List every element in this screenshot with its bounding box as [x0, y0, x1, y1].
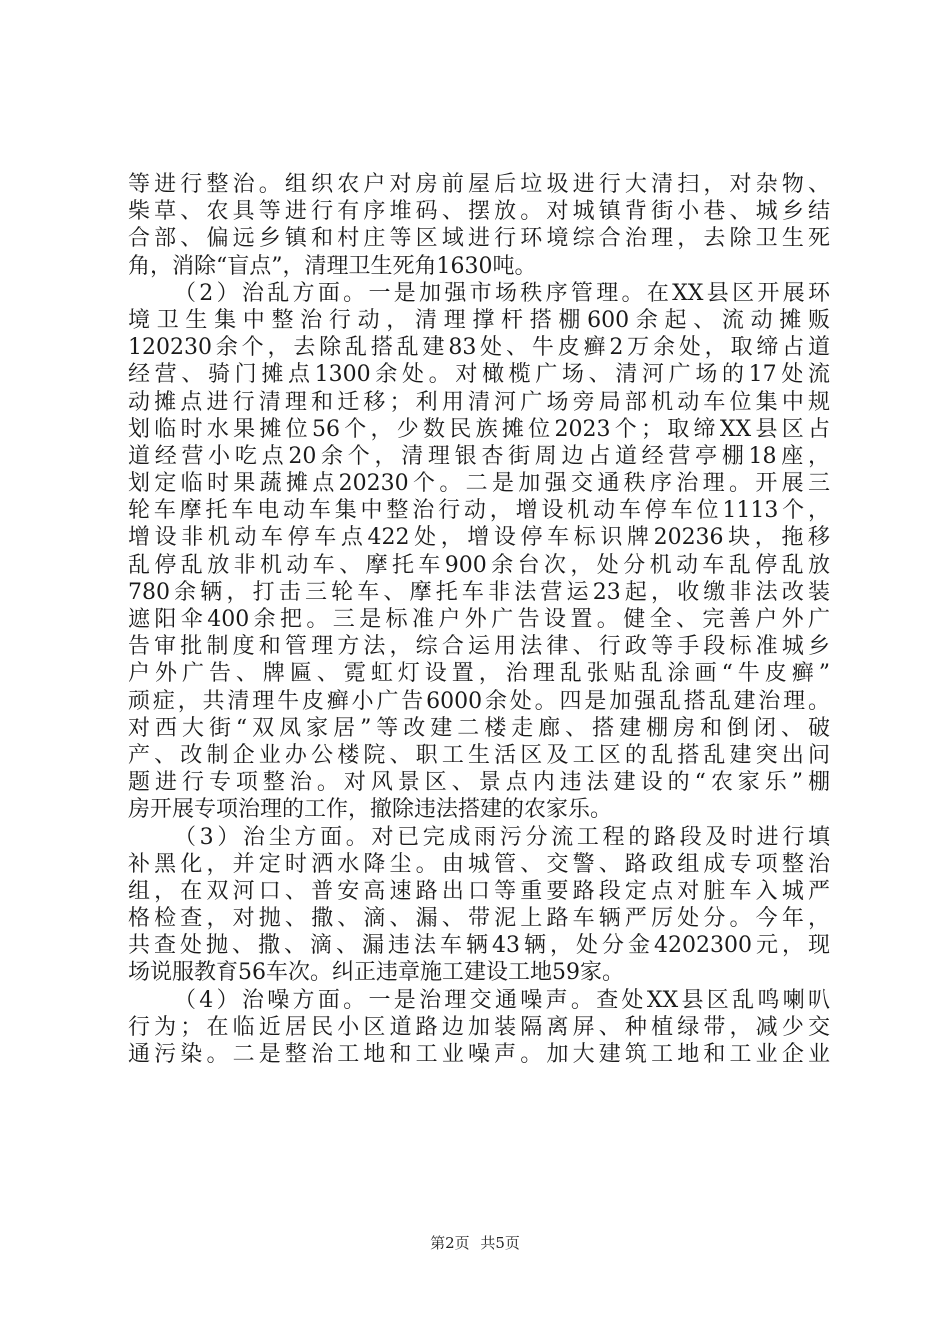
text-line: 补黑化，并定时洒水降尘。由城管、交警、路政组成专项整治	[128, 851, 830, 877]
page-total: 共5页	[480, 1234, 520, 1252]
text-line: 场说服教育56车次。纠正违章施工建设工地59家。	[128, 960, 624, 986]
text-line: 柴草、农具等进行有序堆码、摆放。对城镇背街小巷、城乡结	[128, 199, 830, 225]
text-line: 境卫生集中整治行动，清理撑杆搭棚600余起、流动摊贩	[128, 307, 830, 333]
text-line: 轮车摩托车电动车集中整治行动，增设机动车停车位1113个，	[128, 498, 830, 524]
paragraph-start-line: （4）治噪方面。一是治理交通噪声。查处XX县区乱鸣喇叭	[174, 987, 830, 1013]
text-line: 道经营小吃点20余个，清理银杏街周边占道经营亭棚18座，	[128, 443, 830, 469]
text-line: 780余辆，打击三轮车、摩托车非法营运23起，收缴非法改装	[128, 579, 830, 605]
text-line: 房开展专项治理的工作，撤除违法搭建的农家乐。	[128, 797, 613, 823]
text-line: 告审批制度和管理方法，综合运用法律、行政等手段标准城乡	[128, 634, 830, 660]
text-line: 行为；在临近居民小区道路边加装隔离屏、种植绿带，减少交	[128, 1014, 830, 1040]
text-line: 乱停乱放非机动车、摩托车900余台次，处分机动车乱停乱放	[128, 552, 830, 578]
text-line: 增设非机动车停车点422处，增设停车标识牌20236块，拖移	[128, 525, 830, 551]
text-line: 划临时水果摊位56个，少数民族摊位2023个；取缔XX县区占	[128, 416, 830, 442]
text-line: 题进行专项整治。对风景区、景点内违法建设的“农家乐”棚	[128, 770, 830, 796]
text-line: 动摊点进行清理和迁移；利用清河广场旁局部机动车位集中规	[128, 389, 830, 415]
page-footer	[0, 1232, 950, 1253]
text-line: 户外广告、牌匾、霓虹灯设置，治理乱张贴乱涂画“牛皮癣”	[128, 661, 830, 687]
text-line: 遮阳伞400余把。三是标准户外广告设置。健全、完善户外广	[128, 607, 830, 632]
text-line: 格检查，对抛、撒、滴、漏、带泥上路车辆严厉处分。今年，	[128, 906, 830, 932]
text-line: 120230余个，去除乱搭乱建83处、牛皮癣2万余处，取缔占道	[128, 335, 830, 361]
page-number: 第2页	[430, 1234, 470, 1252]
text-line: 组，在双河口、普安高速路出口等重要路段定点对脏车入城严	[128, 878, 830, 904]
text-line: 经营、骑门摊点1300余处。对橄榄广场、清河广场的17处流	[128, 362, 830, 388]
text-line: 通污染。二是整治工地和工业噪声。加大建筑工地和工业企业	[128, 1042, 830, 1067]
text-line: 等进行整治。组织农户对房前屋后垃圾进行大清扫，对杂物、	[128, 172, 830, 197]
text-line: 对西大街“双凤家居”等改建二楼走廊、搭建棚房和倒闭、破	[128, 715, 830, 741]
text-line: 顽症，共清理牛皮癣小广告6000余处。四是加强乱搭乱建治理。	[128, 688, 830, 714]
paragraph-start-line: （2）治乱方面。一是加强市场秩序管理。在XX县区开展环	[174, 280, 830, 306]
paragraph-start-line: （3）治尘方面。对已完成雨污分流工程的路段及时进行填	[174, 824, 830, 850]
text-line: 共查处抛、撒、滴、漏违法车辆43辆，处分金4202300元，现	[128, 933, 830, 959]
text-line: 产、改制企业办公楼院、职工生活区及工区的乱搭乱建突出问	[128, 742, 830, 768]
document-body	[128, 171, 830, 1068]
text-line: 角，消除“盲点”，清理卫生死角1630吨。	[128, 253, 537, 279]
text-line: 合部、偏远乡镇和村庄等区域进行环境综合治理，去除卫生死	[128, 226, 830, 252]
text-line: 划定临时果蔬摊点20230个。二是加强交通秩序治理。开展三	[128, 471, 830, 497]
